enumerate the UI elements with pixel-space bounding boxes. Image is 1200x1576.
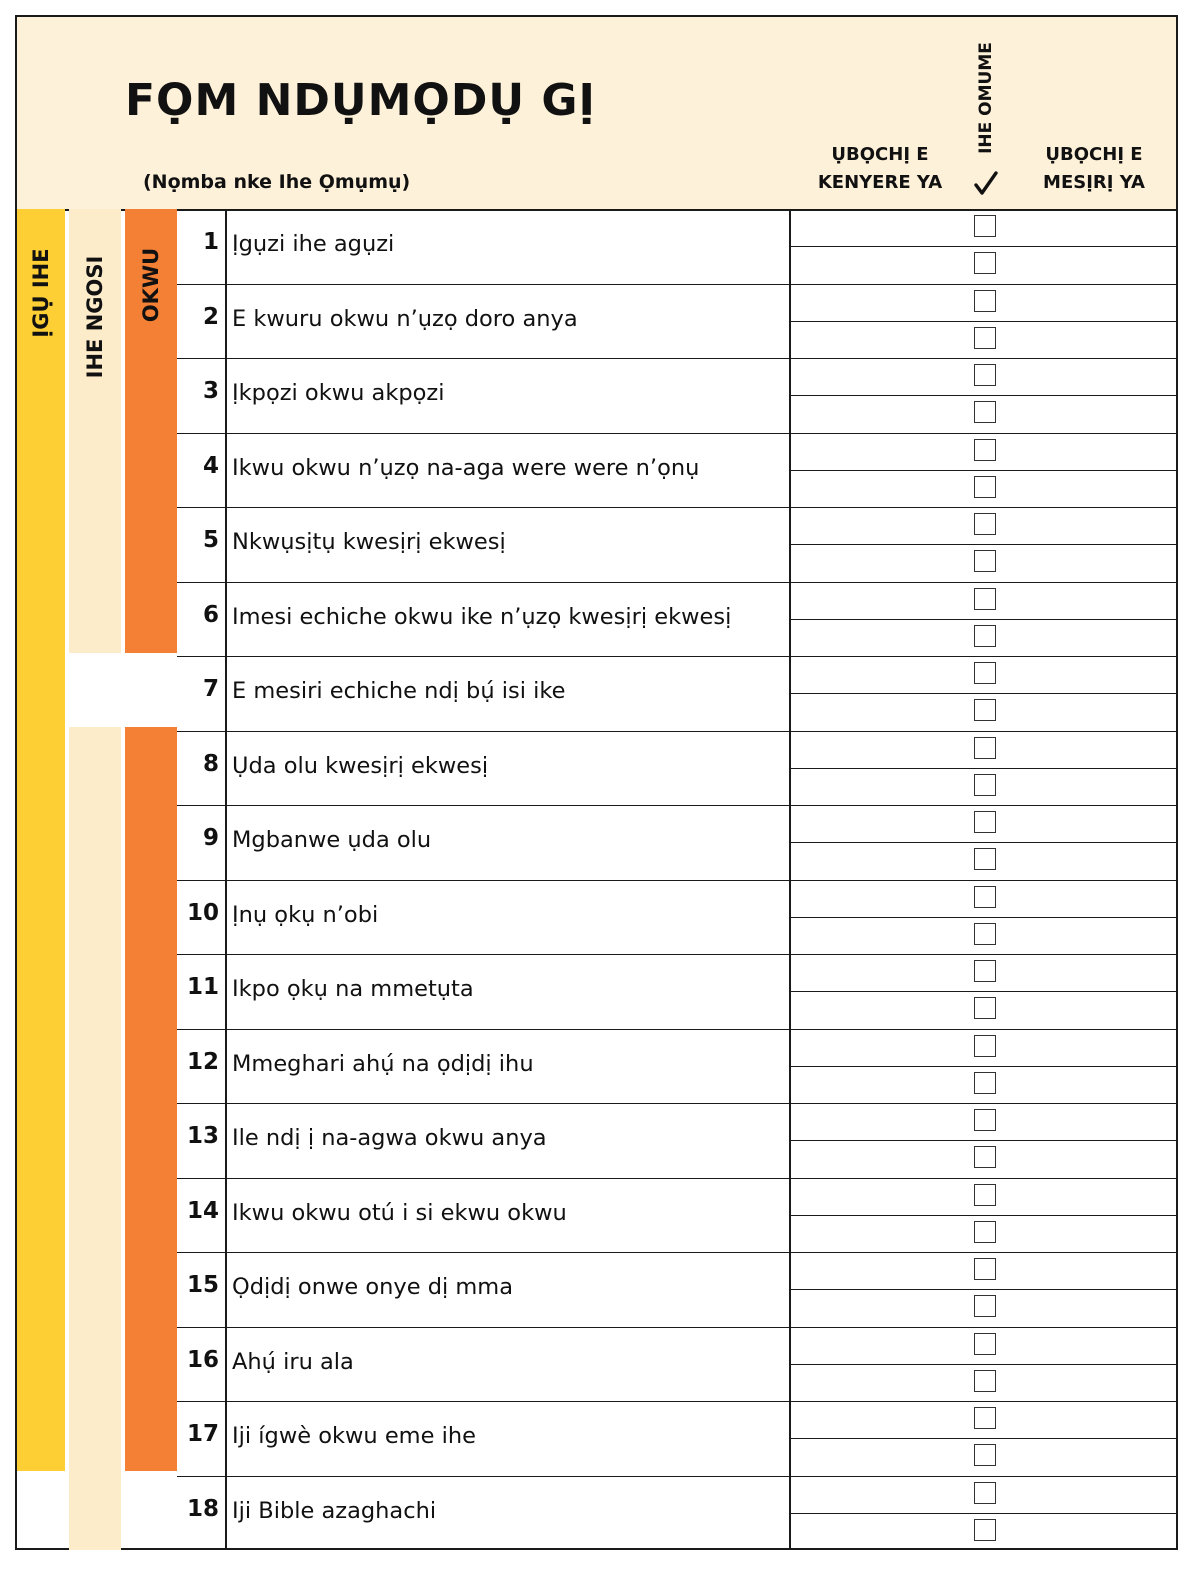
- homework-checkbox-first[interactable]: [974, 1109, 996, 1131]
- category-bar-speech-continued: [125, 727, 177, 1471]
- row-number: 9: [202, 825, 219, 851]
- row-divider: [177, 731, 1176, 732]
- half-row-divider: [791, 1289, 1176, 1290]
- homework-checkbox-second[interactable]: [974, 252, 996, 274]
- row-number: 3: [202, 378, 219, 404]
- form-header: [17, 17, 1176, 211]
- half-row-divider: [791, 917, 1176, 918]
- row-label: Mmeghari ahụ́ na ọdịdị ihu: [232, 1050, 534, 1077]
- row-number: 17: [186, 1421, 219, 1447]
- row-divider: [177, 582, 1176, 583]
- row-label: Nkwụsịtụ kwesịrị ekwesị: [232, 529, 506, 555]
- homework-checkbox-second[interactable]: [974, 997, 996, 1019]
- category-bar-speech: OKWU: [125, 209, 177, 653]
- column-header-date-completed: ỤBỌCHỊ E MESỊRỊ YA: [1043, 144, 1145, 193]
- homework-checkbox-second[interactable]: [974, 550, 996, 572]
- row-divider: [177, 656, 1176, 657]
- homework-checkbox-second[interactable]: [974, 774, 996, 796]
- category-bar-voice-continued: [69, 727, 121, 1550]
- row-label: Ịgụzi ihe agụzi: [232, 231, 395, 257]
- homework-checkbox-second[interactable]: [974, 1519, 996, 1541]
- row-number: 13: [186, 1123, 219, 1149]
- half-row-divider: [791, 693, 1176, 694]
- row-divider: [177, 1476, 1176, 1477]
- homework-checkbox-first[interactable]: [974, 215, 996, 237]
- category-bar-voice: IHE NGOSI: [69, 209, 121, 653]
- homework-checkbox-first[interactable]: [974, 439, 996, 461]
- row-label: Mgbanwe ụda olu: [232, 827, 432, 853]
- row-label: E mesiri echiche ndị bụ́ isi ike: [232, 678, 566, 704]
- homework-checkbox-second[interactable]: [974, 923, 996, 945]
- homework-checkbox-second[interactable]: [974, 1444, 996, 1466]
- row-number: 12: [186, 1048, 219, 1075]
- homework-checkbox-first[interactable]: [974, 737, 996, 759]
- half-row-divider: [791, 1140, 1176, 1141]
- row-number: 18: [186, 1495, 219, 1522]
- row-number: 15: [186, 1272, 219, 1298]
- row-divider: [177, 1178, 1176, 1179]
- row-label: Ile ndị ị na-agwa okwu anya: [232, 1125, 547, 1151]
- row-divider: [177, 1252, 1176, 1253]
- row-label: Iji Bible azaghachi: [232, 1497, 437, 1524]
- homework-checkbox-first[interactable]: [974, 1407, 996, 1429]
- homework-checkbox-first[interactable]: [974, 1035, 996, 1057]
- row-number: 5: [202, 527, 219, 553]
- half-row-divider: [791, 395, 1176, 396]
- row-divider: [177, 358, 1176, 359]
- row-label: Ịnụ ọkụ n’obi: [232, 901, 379, 928]
- row-divider: [177, 1029, 1176, 1030]
- homework-checkbox-second[interactable]: [974, 1221, 996, 1243]
- half-row-divider: [791, 842, 1176, 843]
- homework-checkbox-second[interactable]: [974, 1146, 996, 1168]
- homework-checkbox-first[interactable]: [974, 588, 996, 610]
- half-row-divider: [791, 619, 1176, 620]
- homework-checkbox-first[interactable]: [974, 960, 996, 982]
- row-label: Imesi echiche okwu ike n’ụzọ kwesịrị ekwesị: [232, 603, 732, 630]
- half-row-divider: [791, 470, 1176, 471]
- row-number: 6: [202, 601, 219, 628]
- progress-form: [15, 15, 1178, 1550]
- row-number: 7: [202, 676, 219, 702]
- homework-checkbox-first[interactable]: [974, 290, 996, 312]
- homework-checkbox-first[interactable]: [974, 364, 996, 386]
- row-number: 10: [186, 899, 219, 926]
- half-row-divider: [791, 768, 1176, 769]
- row-label: Ịkpọzi okwu akpọzi: [232, 380, 445, 406]
- half-row-divider: [791, 991, 1176, 992]
- homework-checkbox-second[interactable]: [974, 699, 996, 721]
- form-title: FỌM NDỤMỌDỤ GỊ: [125, 75, 596, 126]
- row-label: Ụda olu kwesịrị ekwesị: [232, 752, 489, 779]
- row-label: Ọdịdị onwe onye dị mma: [232, 1274, 513, 1300]
- homework-checkbox-second[interactable]: [974, 1072, 996, 1094]
- homework-checkbox-first[interactable]: [974, 662, 996, 684]
- homework-checkbox-first[interactable]: [974, 1333, 996, 1355]
- half-row-divider: [791, 246, 1176, 247]
- homework-checkbox-first[interactable]: [974, 811, 996, 833]
- row-number: 8: [202, 750, 219, 777]
- category-bar-reading: ỊGỤ IHE: [17, 209, 65, 1471]
- homework-checkbox-first[interactable]: [974, 1482, 996, 1504]
- homework-checkbox-second[interactable]: [974, 476, 996, 498]
- row-divider: [177, 954, 1176, 955]
- row-number: 4: [202, 452, 219, 479]
- half-row-divider: [791, 1438, 1176, 1439]
- homework-checkbox-second[interactable]: [974, 625, 996, 647]
- half-row-divider: [791, 1513, 1176, 1514]
- homework-checkbox-first[interactable]: [974, 1258, 996, 1280]
- homework-checkbox-second[interactable]: [974, 1370, 996, 1392]
- half-row-divider: [791, 544, 1176, 545]
- half-row-divider: [791, 1364, 1176, 1365]
- row-divider: [177, 433, 1176, 434]
- column-header-date-assigned: ỤBỌCHỊ E KENYERE YA: [817, 144, 943, 193]
- half-row-divider: [791, 1215, 1176, 1216]
- row-divider: [177, 880, 1176, 881]
- half-row-divider: [791, 1066, 1176, 1067]
- row-number: 2: [202, 303, 219, 330]
- row-number: 1: [202, 229, 219, 255]
- row-divider: [177, 1327, 1176, 1328]
- half-row-divider: [791, 321, 1176, 322]
- column-header-homework: IHE OMUME: [976, 42, 996, 154]
- form-subtitle: (Nọmba nke Ihe Ọmụmụ): [143, 171, 411, 193]
- row-divider: [177, 1103, 1176, 1104]
- homework-checkbox-first[interactable]: [974, 1184, 996, 1206]
- row-label: Ikwu okwu n’ụzọ na-aga were were n’ọnụ: [232, 454, 700, 481]
- homework-checkbox-second[interactable]: [974, 1295, 996, 1317]
- homework-checkbox-second[interactable]: [974, 848, 996, 870]
- row-label: Ikwu okwu otú i si ekwu okwu: [232, 1199, 567, 1226]
- row-label: E kwuru okwu n’ụzọ doro anya: [232, 305, 578, 332]
- homework-checkbox-first[interactable]: [974, 513, 996, 535]
- row-divider: [177, 805, 1176, 806]
- row-divider: [177, 1401, 1176, 1402]
- row-number: 11: [186, 974, 219, 1000]
- row-divider: [177, 507, 1176, 508]
- row-label: Ikpo ọkụ na mmetụta: [232, 976, 474, 1002]
- homework-checkbox-second[interactable]: [974, 327, 996, 349]
- homework-checkbox-first[interactable]: [974, 886, 996, 908]
- row-label: Ahụ́ iru ala: [232, 1348, 354, 1375]
- row-divider: [177, 284, 1176, 285]
- homework-checkbox-second[interactable]: [974, 401, 996, 423]
- row-label: Iji ígwè okwu eme ihe: [232, 1423, 476, 1449]
- check-mark-icon: [971, 167, 1001, 199]
- row-number: 14: [186, 1197, 219, 1224]
- row-number: 16: [186, 1346, 219, 1373]
